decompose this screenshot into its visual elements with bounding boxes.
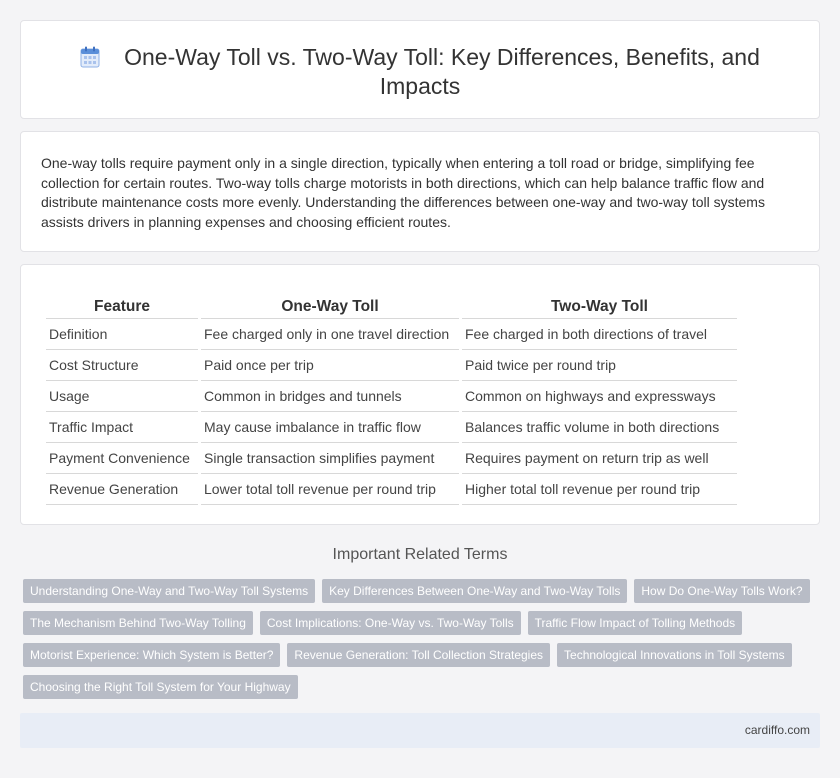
related-terms-list [23, 579, 823, 699]
table-row [46, 443, 737, 474]
related-term-tag[interactable]: Motorist Experience: Which System is Better? [23, 643, 280, 667]
table-cell: Lower total toll revenue per round trip [201, 474, 459, 505]
table-cell: Higher total toll revenue per round trip [462, 474, 737, 505]
header-feature: Feature [46, 295, 198, 319]
table-cell: Paid once per trip [201, 350, 459, 381]
related-term-tag[interactable]: How Do One-Way Tolls Work? [634, 579, 809, 603]
table-header-row [46, 295, 737, 319]
related-terms-title: Important Related Terms [332, 546, 508, 563]
table-cell: Requires payment on return trip as well [462, 443, 737, 474]
header-two-way: Two-Way Toll [462, 295, 737, 319]
footer-site-link[interactable]: cardiffo.com [744, 723, 810, 737]
table-cell: Usage [46, 381, 198, 412]
page-title: One-Way Toll vs. Two-Way Toll: Key Differences, Benefits, and Impacts [124, 44, 760, 99]
related-term-tag[interactable]: The Mechanism Behind Two-Way Tolling [23, 611, 253, 635]
calendar-icon [80, 46, 100, 68]
table-row [46, 319, 737, 350]
table-cell: Definition [46, 319, 198, 350]
related-term-tag[interactable]: Traffic Flow Impact of Tolling Methods [528, 611, 743, 635]
header-card [20, 20, 820, 119]
table-row [46, 474, 737, 505]
table-cell: Paid twice per round trip [462, 350, 737, 381]
table-cell: Cost Structure [46, 350, 198, 381]
comparison-card [20, 264, 820, 525]
table-cell: Common in bridges and tunnels [201, 381, 459, 412]
table-row [46, 412, 737, 443]
footer [20, 713, 820, 748]
table-cell: Fee charged only in one travel direction [201, 319, 459, 350]
intro-paragraph: One-way tolls require payment only in a single direction, typically when entering a toll road or bridge, simplifying fee collection for certain routes. Two-way tolls charge motorists in both directions, which can help balance traffic flow and distribute maintenance costs more evenly. Understanding the differences between one-way and two-way toll systems assists drivers in planning expenses and choosing efficient routes. [41, 155, 765, 230]
related-term-tag[interactable]: Choosing the Right Toll System for Your Highway [23, 675, 298, 699]
table-cell: Payment Convenience [46, 443, 198, 474]
related-term-tag[interactable]: Cost Implications: One-Way vs. Two-Way Tolls [260, 611, 521, 635]
table-cell: Balances traffic volume in both directions [462, 412, 737, 443]
related-term-tag[interactable]: Revenue Generation: Toll Collection Strategies [287, 643, 550, 667]
intro-card [20, 131, 820, 252]
related-term-tag[interactable]: Technological Innovations in Toll Systems [557, 643, 792, 667]
table-cell: May cause imbalance in traffic flow [201, 412, 459, 443]
header-one-way: One-Way Toll [201, 295, 459, 319]
table-row [46, 350, 737, 381]
table-cell: Single transaction simplifies payment [201, 443, 459, 474]
related-term-tag[interactable]: Key Differences Between One-Way and Two-Way Tolls [322, 579, 627, 603]
table-cell: Fee charged in both directions of travel [462, 319, 737, 350]
table-cell: Traffic Impact [46, 412, 198, 443]
table-cell: Common on highways and expressways [462, 381, 737, 412]
table-cell: Revenue Generation [46, 474, 198, 505]
comparison-table [43, 295, 740, 505]
table-row [46, 381, 737, 412]
page-title-wrap [21, 43, 819, 101]
related-term-tag[interactable]: Understanding One-Way and Two-Way Toll Systems [23, 579, 315, 603]
